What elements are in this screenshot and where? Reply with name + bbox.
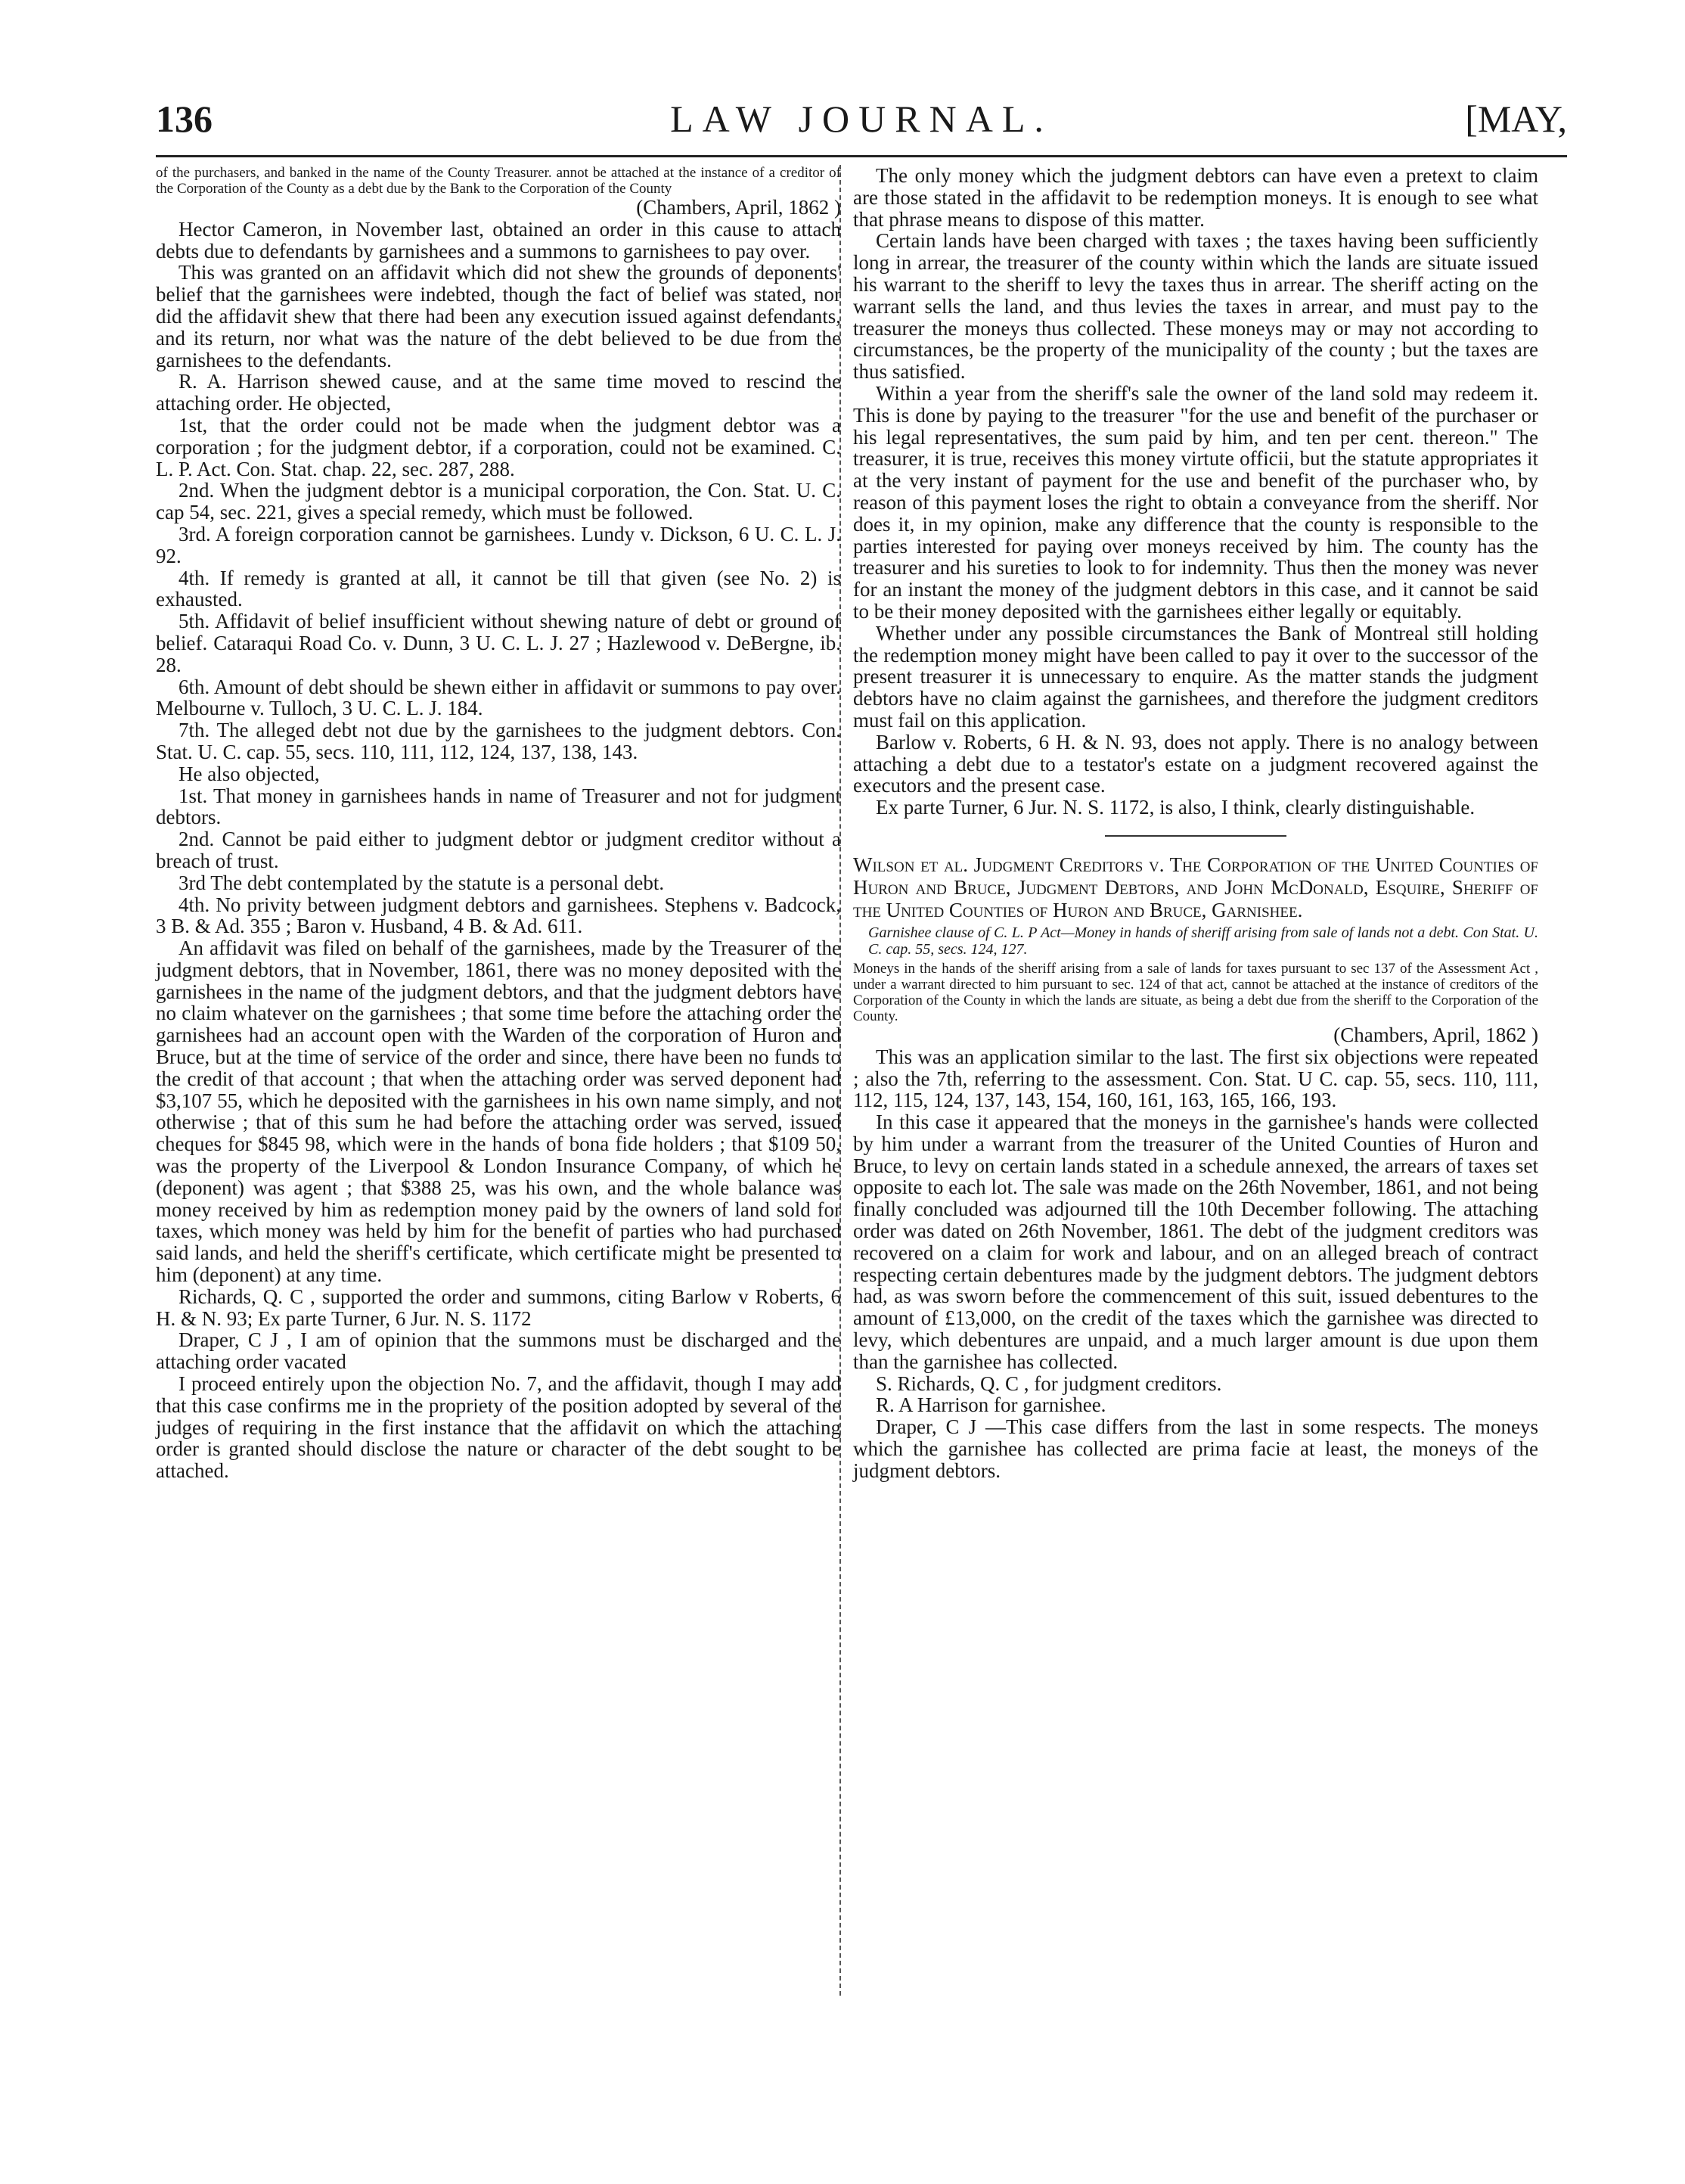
paragraph: R. A. Harrison shewed cause, and at the same time moved to rescind the attaching order. He objected, [156, 370, 841, 415]
paragraph: 4th. No privity between judgment debtors and garnishees. Stephens v. Badcock, 3 B. & Ad. 355 ; Baron v. Husband, 4 B. & Ad. 611. [156, 893, 841, 938]
court-date: (Chambers, April, 1862 ) [636, 196, 841, 219]
section-rule [1105, 835, 1286, 837]
paragraph: 6th. Amount of debt should be shewn either in affidavit or summons to pay over. Melbourne v. Tulloch, 3 U. C. L. J. 184. [156, 675, 841, 720]
paragraph: 2nd. Cannot be paid either to judgment debtor or judgment creditor without a breach of trust. [156, 828, 841, 872]
paragraph: Draper, C J —This case differs from the last in some respects. The moneys which the garnishee has collected are prima facie at least, the moneys of the judgment debtors. [853, 1415, 1538, 1482]
headnote: of the purchasers, and banked in the name of the County Treasurer. annot be attached at the instance of a creditor of the Corporation of the County as a debt due by the Bank to the Corporation of the County [156, 165, 841, 197]
paragraph: The only money which the judgment debtors can have even a pretext to claim are those stated in the affidavit to be redemption moneys. It is enough to see what that phrase means to dispose of this matter. [853, 164, 1538, 231]
paragraph: Draper, C J , I am of opinion that the summons must be discharged and the attaching order vacated [156, 1328, 841, 1374]
paragraph: 3rd The debt contemplated by the statute is a personal debt. [178, 871, 665, 894]
paragraph: S. Richards, Q. C , for judgment creditors. [876, 1372, 1222, 1395]
paragraph: 1st, that the order could not be made when the judgment debtor was a corporation ; for the judgment debtor, if a corporation, could not be examined. C. L. P. Act. Con. Stat. chap. 22, sec. 287, 288. [156, 413, 841, 480]
paragraph: 3rd. A foreign corporation cannot be garnishees. Lundy v. Dickson, 6 U. C. L. J. 92. [156, 522, 841, 567]
paragraph: Certain lands have been charged with taxes ; the taxes having been sufficiently long in arrear, the treasurer of the county within which the lands are situate issued his warrant to the sheriff to levy the taxes thus in arrear. The sheriff acting on the warrant sells the land, and thus levies the taxes in arrear, and must pay to the treasurer the moneys thus collected. These moneys may or may not according to circumstances, be the property of the municipality of the county ; but the taxes are thus satisfied. [853, 229, 1538, 384]
paragraph: Whether under any possible circumstances the Bank of Montreal still holding the redemption money might have been called to pay it over to the successor of the present treasurer it is unnecessary to enquire. As the matter stands the judgment debtors have no claim against the garnishees, and therefore the judgment creditors must fail on this application. [853, 621, 1538, 732]
paragraph: Within a year from the sheriff's sale the owner of the land sold may redeem it. This is done by paying to the treasurer "for the use and benefit of the purchaser or his legal representatives, the sum paid by him, and ten per cent. thereon." The treasurer, it is true, receives this money virtute officii, but the statute appropriates it at the very instant of payment for the use and benefit of the purchaser who, by reason of this payment loses the right to obtain a conveyance from the sheriff. Nor does it, in my opinion, make any difference that the county is responsible to the parties interested for paying over moneys received by him. The county has the treasurer and his sureties to look to for indemnity. Thus then the money was never for an instant the money of the judgment debtors in this case, and it cannot be said to be their money deposited with the garnishees either legally or equitably. [853, 381, 1538, 623]
issue-month: [MAY, [1465, 98, 1567, 140]
left-column [156, 165, 841, 1482]
paragraph: In this case it appeared that the moneys in the garnishee's hands were collected by him under a warrant from the treasurer of the United Counties of Huron and Bruce, to levy on certain lands stated in a schedule annexed, the arrears of taxes set opposite to each lot. The sale was made on the 26th November, 1861, and not being finally concluded was adjourned till the 10th December following. The attaching order was dated on 26th November, 1861. The debt of the judgment creditors was recovered on a claim for work and labour, and on an alleged breach of contract respecting certain debentures made by the judgment debtors. The judgment debtors had, as was sworn before the commencement of this suit, issued debentures to the amount of £13,000, on the credit of the taxes which the garnishee was directed to levy, which debentures are unpaid, and a much larger amount is due upon them than the garnishee has collected. [853, 1111, 1538, 1373]
paragraph: Barlow v. Roberts, 6 H. & N. 93, does not apply. There is no analogy between attaching a debt due to a testator's estate on a judgment recovered against the executors and the present case. [853, 730, 1538, 797]
paragraph: R. A Harrison for garnishee. [876, 1393, 1106, 1417]
paragraph: Richards, Q. C , supported the order and summons, citing Barlow v Roberts, 6 H. & N. 93; Ex parte Turner, 6 Jur. N. S. 1172 [156, 1285, 841, 1330]
header-rule [156, 155, 1567, 157]
page-number: 136 [156, 98, 213, 140]
paragraph: Ex parte Turner, 6 Jur. N. S. 1172, is also, I think, clearly distinguishable. [876, 796, 1476, 819]
court-date: (Chambers, April, 1862 ) [1333, 1023, 1538, 1046]
paragraph: 2nd. When the judgment debtor is a municipal corporation, the Con. Stat. U. C. cap 54, sec. 221, gives a special remedy, which must be followed. [156, 479, 841, 524]
paragraph: 7th. The alleged debt not due by the garnishees to the judgment debtors. Con. Stat. U. C. cap. 55, secs. 110, 111, 112, 124, 137, 138, 143. [156, 719, 841, 763]
paragraph: An affidavit was filed on behalf of the garnishees, made by the Treasurer of the judgment debtors, that in November, 1861, there was no money deposited with the garnishees in the name of the judgment debtors, and that the judgment debtors have no claim whatever on the garnishees ; that some time before the attaching order the garnishees had an account open with the Warden of the corporation of Huron and Bruce, but at the time of service of the order and since, there have been no funds to the credit of that account ; that when the attaching order was served deponent had $3,107 55, which he deposited with the garnishees in his own name simply, and not otherwise ; that of this sum he had before the attaching order was served, issued cheques for $845 98, which were in the hands of bona fide holders ; that $109 50, was the property of the Liverpool & London Insurance Company, of which he (deponent) was agent ; that $388 25, was his own, and the whole balance was money received by him as redemption money paid by the owners of land sold for taxes, which money was held by him for the benefit of parties who had purchased said lands, and held the sheriff's certificate, which certificate might be presented to him (deponent) at any time. [156, 937, 841, 1287]
right-column [853, 165, 1538, 1482]
journal-title: LAW JOURNAL. [670, 98, 1053, 140]
case-title: Wilson et al. Judgment Creditors v. The Corporation of the United Counties of Huron and Bruce, Judgment Debtors, and John McDonald, Esquire, Sheriff of the United Counties of Huron and Bruce, Garnishee. [853, 853, 1538, 921]
case-subject: Garnishee clause of C. L. P Act—Money in hands of sheriff arising from sale of lands not a debt. Con Stat. U. C. cap. 55, secs. 124, 127. [868, 924, 1538, 958]
paragraph: Hector Cameron, in November last, obtained an order in this cause to attach debts due to defendants by garnishees and a summons to garnishees to pay over. [156, 217, 841, 263]
paragraph: 5th. Affidavit of belief insufficient without shewing nature of debt or ground of belief. Cataraqui Road Co. v. Dunn, 3 U. C. L. J. 27 ; Hazlewood v. DeBergne, ib. 28. [156, 610, 841, 676]
paragraph: He also objected, [178, 762, 320, 785]
paragraph: This was an application similar to the last. The first six objections were repeated ; also the 7th, referring to the assessment. Con. Stat. U C. cap. 55, secs. 110, 111, 112, 115, 124, 137, 143, 154, 160, 161, 163, 165, 166, 193. [853, 1045, 1538, 1112]
page-header [156, 97, 1567, 150]
paragraph: 4th. If remedy is granted at all, it cannot be till that given (see No. 2) is exhausted. [156, 566, 841, 611]
paragraph: 1st. That money in garnishees hands in name of Treasurer and not for judgment debtors. [156, 784, 841, 829]
headnote: Moneys in the hands of the sheriff arising from a sale of lands for taxes pursuant to sec 137 of the Assessment Act , under a warrant directed to him pursuant to sec. 124 of that act, cannot be attached at the instance of creditors of the Corporation of the County in which the lands are situate, as being a debt due from the sheriff to the Corporation of the County. [853, 960, 1538, 1024]
paragraph: This was granted on an affidavit which did not shew the grounds of deponents' belief that the garnishees were indebted, though the fact of belief was stated, nor did the affidavit shew that there had been any execution issued against defendants, and its return, nor what was the nature of the debt believed to be due from the garnishees to the defendants. [156, 261, 841, 371]
column-divider [839, 165, 841, 1996]
paragraph: I proceed entirely upon the objection No. 7, and the affidavit, though I may add that this case confirms me in the propriety of the position adopted by several of the judges of requiring in the first instance that the affidavit on which the attaching order is granted should disclose the nature or character of the debt sought to be attached. [156, 1372, 841, 1483]
